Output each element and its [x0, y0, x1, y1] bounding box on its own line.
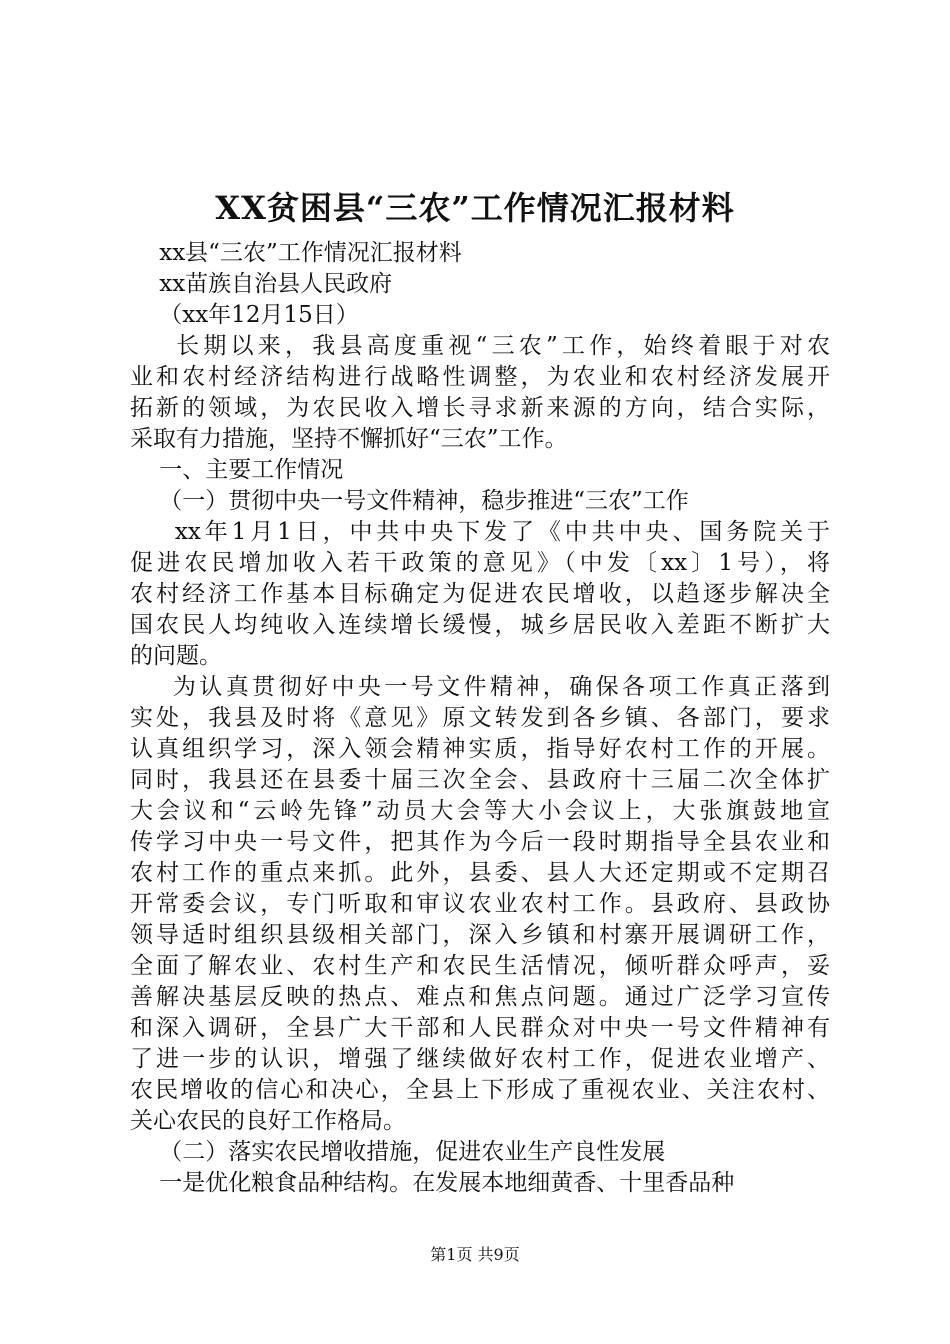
page-footer: 第1页 共9页	[430, 1245, 520, 1264]
text-line: 业和农村经济结构进行战略性调整，为农业和农村经济发展开	[130, 364, 830, 390]
text-line: （xx年12月15日）	[130, 302, 359, 328]
text-line: 农村工作的重点来抓。此外，县委、县人大还定期或不定期召	[130, 860, 830, 886]
text-line: xx县“三农”工作情况汇报材料	[130, 240, 462, 266]
text-line: 促进农民增加收入若干政策的意见》（中发〔xx〕1号），将	[130, 550, 830, 576]
text-line: 一、主要工作情况	[130, 457, 344, 483]
text-line: 和深入调研，全县广大干部和人民群众对中央一号文件精神有	[130, 1015, 830, 1041]
text-line: 大会议和“云岭先锋”动员大会等大小会议上，大张旗鼓地宣	[130, 798, 830, 824]
text-line: （二）落实农民增收措施，促进农业生产良性发展	[130, 1139, 666, 1165]
text-line: 长期以来，我县高度重视“三农”工作，始终着眼于对农	[130, 333, 830, 359]
text-line: 了进一步的认识，增强了继续做好农村工作，促进农业增产、	[130, 1046, 830, 1072]
text-line: 开常委会议，专门听取和审议农业农村工作。县政府、县政协	[130, 891, 830, 917]
text-line: 领导适时组织县级相关部门，深入乡镇和村寨开展调研工作，	[130, 922, 830, 948]
text-line: 全面了解农业、农村生产和农民生活情况，倾听群众呼声，妥	[130, 953, 830, 979]
text-line: 农民增收的信心和决心，全县上下形成了重视农业、关注农村、	[130, 1077, 830, 1103]
text-line: 同时，我县还在县委十届三次全会、县政府十三届二次全体扩	[130, 767, 830, 793]
text-line: 国农民人均纯收入连续增长缓慢，城乡居民收入差距不断扩大	[130, 612, 830, 638]
text-line: 采取有力措施，坚持不懈抓好“三农”工作。	[130, 426, 568, 452]
text-line: （一）贯彻中央一号文件精神，稳步推进“三农”工作	[130, 488, 689, 514]
text-line: 传学习中央一号文件，把其作为今后一段时期指导全县农业和	[130, 829, 830, 855]
text-line: 认真组织学习，深入领会精神实质，指导好农村工作的开展。	[130, 736, 830, 762]
text-line: 农村经济工作基本目标确定为促进农民增收，以趋逐步解决全	[130, 581, 830, 607]
text-line: 善解决基层反映的热点、难点和焦点问题。通过广泛学习宣传	[130, 984, 830, 1010]
text-line: 实处，我县及时将《意见》原文转发到各乡镇、各部门，要求	[130, 705, 830, 731]
text-line: 为认真贯彻好中央一号文件精神，确保各项工作真正落到	[130, 674, 830, 700]
document-title: XX贫困县“三农”工作情况汇报材料	[215, 189, 735, 227]
text-line: 关心农民的良好工作格局。	[130, 1108, 406, 1134]
text-line: xx年1月1日，中共中央下发了《中共中央、国务院关于	[130, 519, 830, 545]
text-line: 的问题。	[130, 643, 222, 669]
text-line: xx苗族自治县人民政府	[130, 271, 393, 297]
text-line: 一是优化粮食品种结构。在发展本地细黄香、十里香品种	[130, 1170, 735, 1196]
document-body	[130, 238, 830, 1199]
text-line: 拓新的领域，为农民收入增长寻求新来源的方向，结合实际，	[130, 395, 830, 421]
